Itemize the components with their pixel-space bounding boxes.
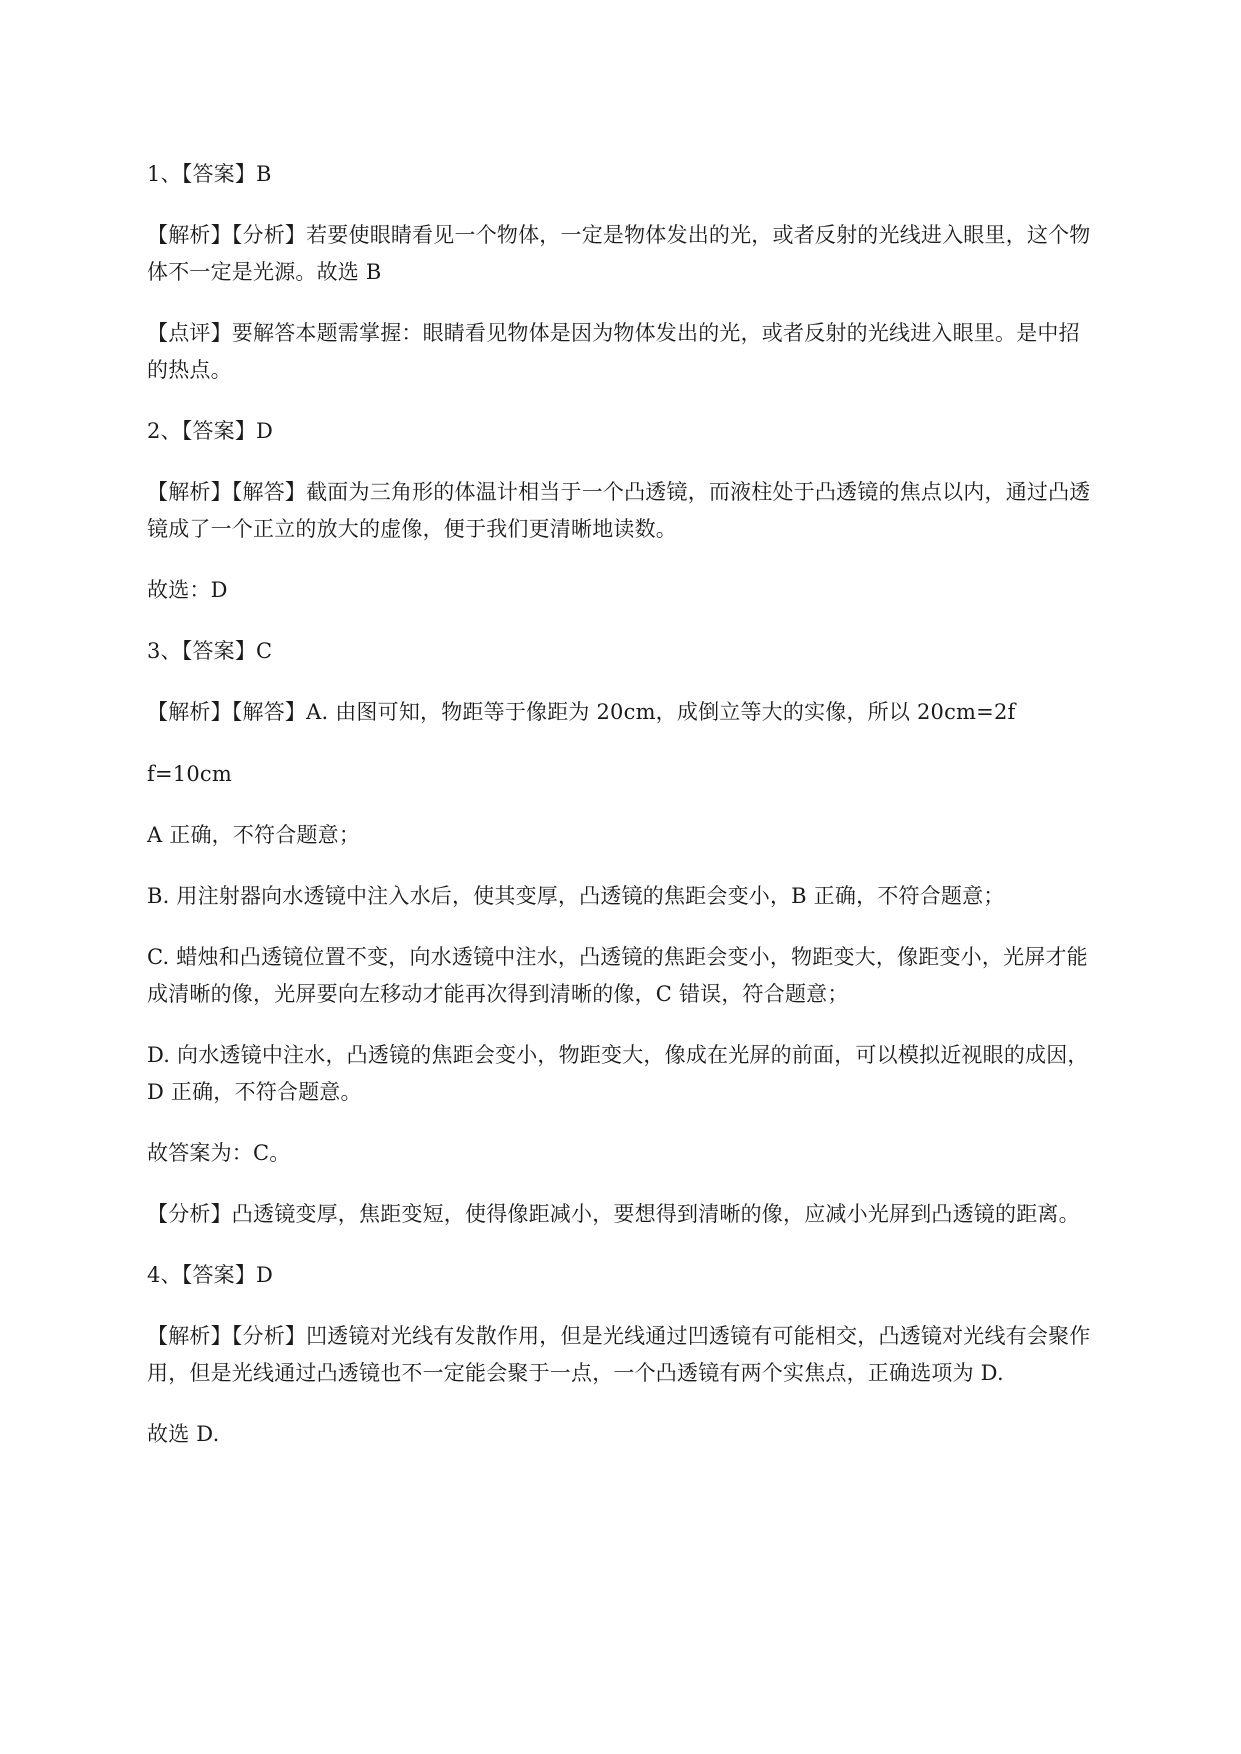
q4-conclusion: 故选 D. [147,1422,220,1446]
q1-comment-line-2: 的热点。 [147,358,232,382]
q1-comment-line-1: 【点评】要解答本题需掌握：眼睛看见物体是因为物体发出的光，或者反射的光线进入眼里。是中招 [147,321,1080,345]
q2-analysis-line-1: 【解析】【解答】截面为三角形的体温计相当于一个凸透镜，而液柱处于凸透镜的焦点以内，通过凸透 [147,480,1091,504]
q3-conclusion: 故答案为：C。 [147,1141,291,1165]
q3-a-verdict: A 正确，不符合题意； [147,823,361,847]
q3-option-c-line-1: C. 蜡烛和凸透镜位置不变，向水透镜中注水，凸透镜的焦距会变小，物距变大，像距变小，光屏才能 [147,945,1088,969]
q2-analysis-line-2: 镜成了一个正立的放大的虚像，便于我们更清晰地读数。 [147,517,677,541]
q1-analysis-line-2: 体不一定是光源。故选 B [147,260,382,284]
q4-answer: 4、【答案】D [147,1263,274,1287]
q4-analysis-line-2: 用，但是光线通过凸透镜也不一定能会聚于一点，一个凸透镜有两个实焦点，正确选项为 D. [147,1361,1004,1385]
q2-answer: 2、【答案】D [147,419,274,443]
q2-conclusion: 故选：D [147,578,228,602]
q3-analysis-summary: 【分析】凸透镜变厚，焦距变短，使得像距减小，要想得到清晰的像，应减小光屏到凸透镜的距离。 [147,1202,1080,1226]
q1-answer: 1、【答案】B [147,162,272,186]
q3-option-b: B. 用注射器向水透镜中注入水后，使其变厚，凸透镜的焦距会变小，B 正确，不符合题意； [147,884,1005,908]
q3-formula: f=10cm [147,762,232,786]
q3-option-c-line-2: 成清晰的像，光屏要向左移动才能再次得到清晰的像，C 错误，符合题意； [147,982,849,1006]
q3-analysis-a: 【解析】【解答】A. 由图可知，物距等于像距为 20cm，成倒立等大的实像，所以 20cm=2f [147,700,1016,724]
q3-option-d-line-1: D. 向水透镜中注水，凸透镜的焦距会变小，物距变大，像成在光屏的前面，可以模拟近视眼的成因， [147,1043,1089,1067]
q3-answer: 3、【答案】C [147,639,273,663]
q4-analysis-line-1: 【解析】【分析】凹透镜对光线有发散作用，但是光线通过凹透镜有可能相交，凸透镜对光线有会聚作 [147,1324,1091,1348]
q1-analysis-line-1: 【解析】【分析】若要使眼睛看见一个物体，一定是物体发出的光，或者反射的光线进入眼里，这个物 [147,223,1091,247]
q3-option-d-line-2: D 正确，不符合题意。 [147,1080,362,1104]
